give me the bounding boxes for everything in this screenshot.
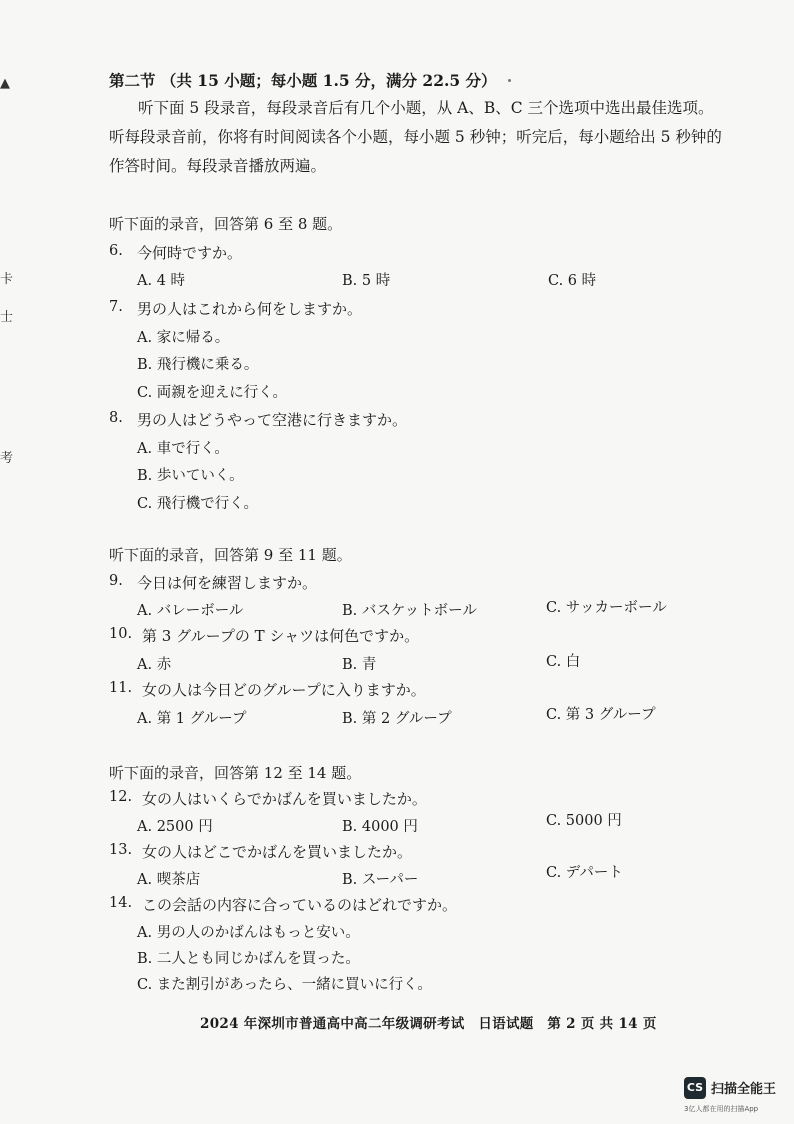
question-number: 9. xyxy=(109,573,123,589)
option-a: A. 4 時 xyxy=(137,273,186,289)
camscanner-logo-icon: CS xyxy=(684,1077,706,1099)
watermark-name: 扫描全能王 xyxy=(711,1082,777,1097)
option-c: C. 第 3 グループ xyxy=(546,707,656,723)
option-b: B. 飛行機に乗る。 xyxy=(137,357,259,373)
scan-speck xyxy=(508,79,511,82)
margin-mark-4: 考 xyxy=(0,451,14,466)
question-text: この会話の内容に合っているのはどれですか。 xyxy=(142,896,458,914)
option-c: C. 白 xyxy=(546,654,581,670)
option-b: B. 二人とも同じかばんを買った。 xyxy=(137,951,360,967)
watermark-tagline: 3亿人都在用的扫描App xyxy=(684,1105,759,1113)
instruction-line-1: 听下面 5 段录音，每段录音后有几个小题，从 A、B、C 三个选项中选出最佳选项。 xyxy=(138,99,714,117)
margin-mark-1: ▲ xyxy=(0,76,10,91)
option-c: C. 両親を迎えに行く。 xyxy=(137,385,288,401)
option-c: C. 5000 円 xyxy=(546,813,622,829)
scanner-watermark xyxy=(684,1077,788,1117)
question-number: 10. xyxy=(109,626,133,642)
option-c: C. サッカーボール xyxy=(546,600,667,616)
question-number: 6. xyxy=(109,243,123,259)
question-text: 男の人はこれから何をしますか。 xyxy=(137,300,363,318)
option-b: B. 歩いていく。 xyxy=(137,468,244,484)
section-title: 第二节 （共 15 小题；每小题 1.5 分，满分 22.5 分） xyxy=(109,71,497,90)
question-text: 男の人はどうやって空港に行きますか。 xyxy=(137,411,408,429)
option-c: C. 6 時 xyxy=(548,273,597,289)
margin-mark-3: 士 xyxy=(0,310,14,325)
question-number: 14. xyxy=(109,895,133,911)
option-a: A. 男の人のかばんはもっと安い。 xyxy=(137,925,360,941)
question-number: 13. xyxy=(109,842,133,858)
group-heading-3: 听下面的录音，回答第 12 至 14 题。 xyxy=(109,764,362,782)
option-c: C. デパート xyxy=(546,865,623,881)
option-a: A. 車で行く。 xyxy=(137,441,229,457)
instruction-line-2: 听每段录音前，你将有时间阅读各个小题，每小题 5 秒钟；听完后，每小题给出 5 秒钟的 xyxy=(109,128,722,146)
question-text: 今何時ですか。 xyxy=(137,244,243,262)
option-b: B. 4000 円 xyxy=(342,819,418,835)
option-a: A. バレーボール xyxy=(137,603,244,619)
option-a: A. 家に帰る。 xyxy=(137,330,230,346)
option-b: B. 青 xyxy=(342,657,377,673)
question-number: 11. xyxy=(109,680,133,696)
instruction-line-3: 作答时间。每段录音播放两遍。 xyxy=(109,157,327,175)
option-c: C. また割引があったら、一緒に買いに行く。 xyxy=(137,977,432,993)
question-text: 女の人はどこでかばんを買いましたか。 xyxy=(142,843,413,861)
option-b: B. バスケットボール xyxy=(342,603,477,619)
option-a: A. 赤 xyxy=(137,657,172,673)
option-b: B. 第 2 グループ xyxy=(342,711,452,727)
group-heading-2: 听下面的录音，回答第 9 至 11 题。 xyxy=(109,546,352,564)
option-a: A. 2500 円 xyxy=(137,819,213,835)
option-a: A. 喫茶店 xyxy=(137,872,201,888)
question-number: 12. xyxy=(109,789,133,805)
question-number: 8. xyxy=(109,410,123,426)
margin-mark-2: 卡 xyxy=(0,272,14,287)
option-b: B. 5 時 xyxy=(342,273,391,289)
question-text: 女の人は今日どのグループに入りますか。 xyxy=(142,681,426,699)
option-a: A. 第 1 グループ xyxy=(137,711,247,727)
question-text: 女の人はいくらでかばんを買いましたか。 xyxy=(142,790,427,808)
page-footer: 2024 年深圳市普通高中高二年级调研考试 日语试题 第 2 页 共 14 页 xyxy=(200,1016,657,1032)
option-c: C. 飛行機で行く。 xyxy=(137,496,259,512)
question-text: 第 3 グループの T シャツは何色ですか。 xyxy=(142,627,420,645)
question-number: 7. xyxy=(109,299,123,315)
question-text: 今日は何を練習しますか。 xyxy=(137,574,318,592)
option-b: B. スーパー xyxy=(342,872,419,888)
group-heading-1: 听下面的录音，回答第 6 至 8 题。 xyxy=(109,215,343,233)
